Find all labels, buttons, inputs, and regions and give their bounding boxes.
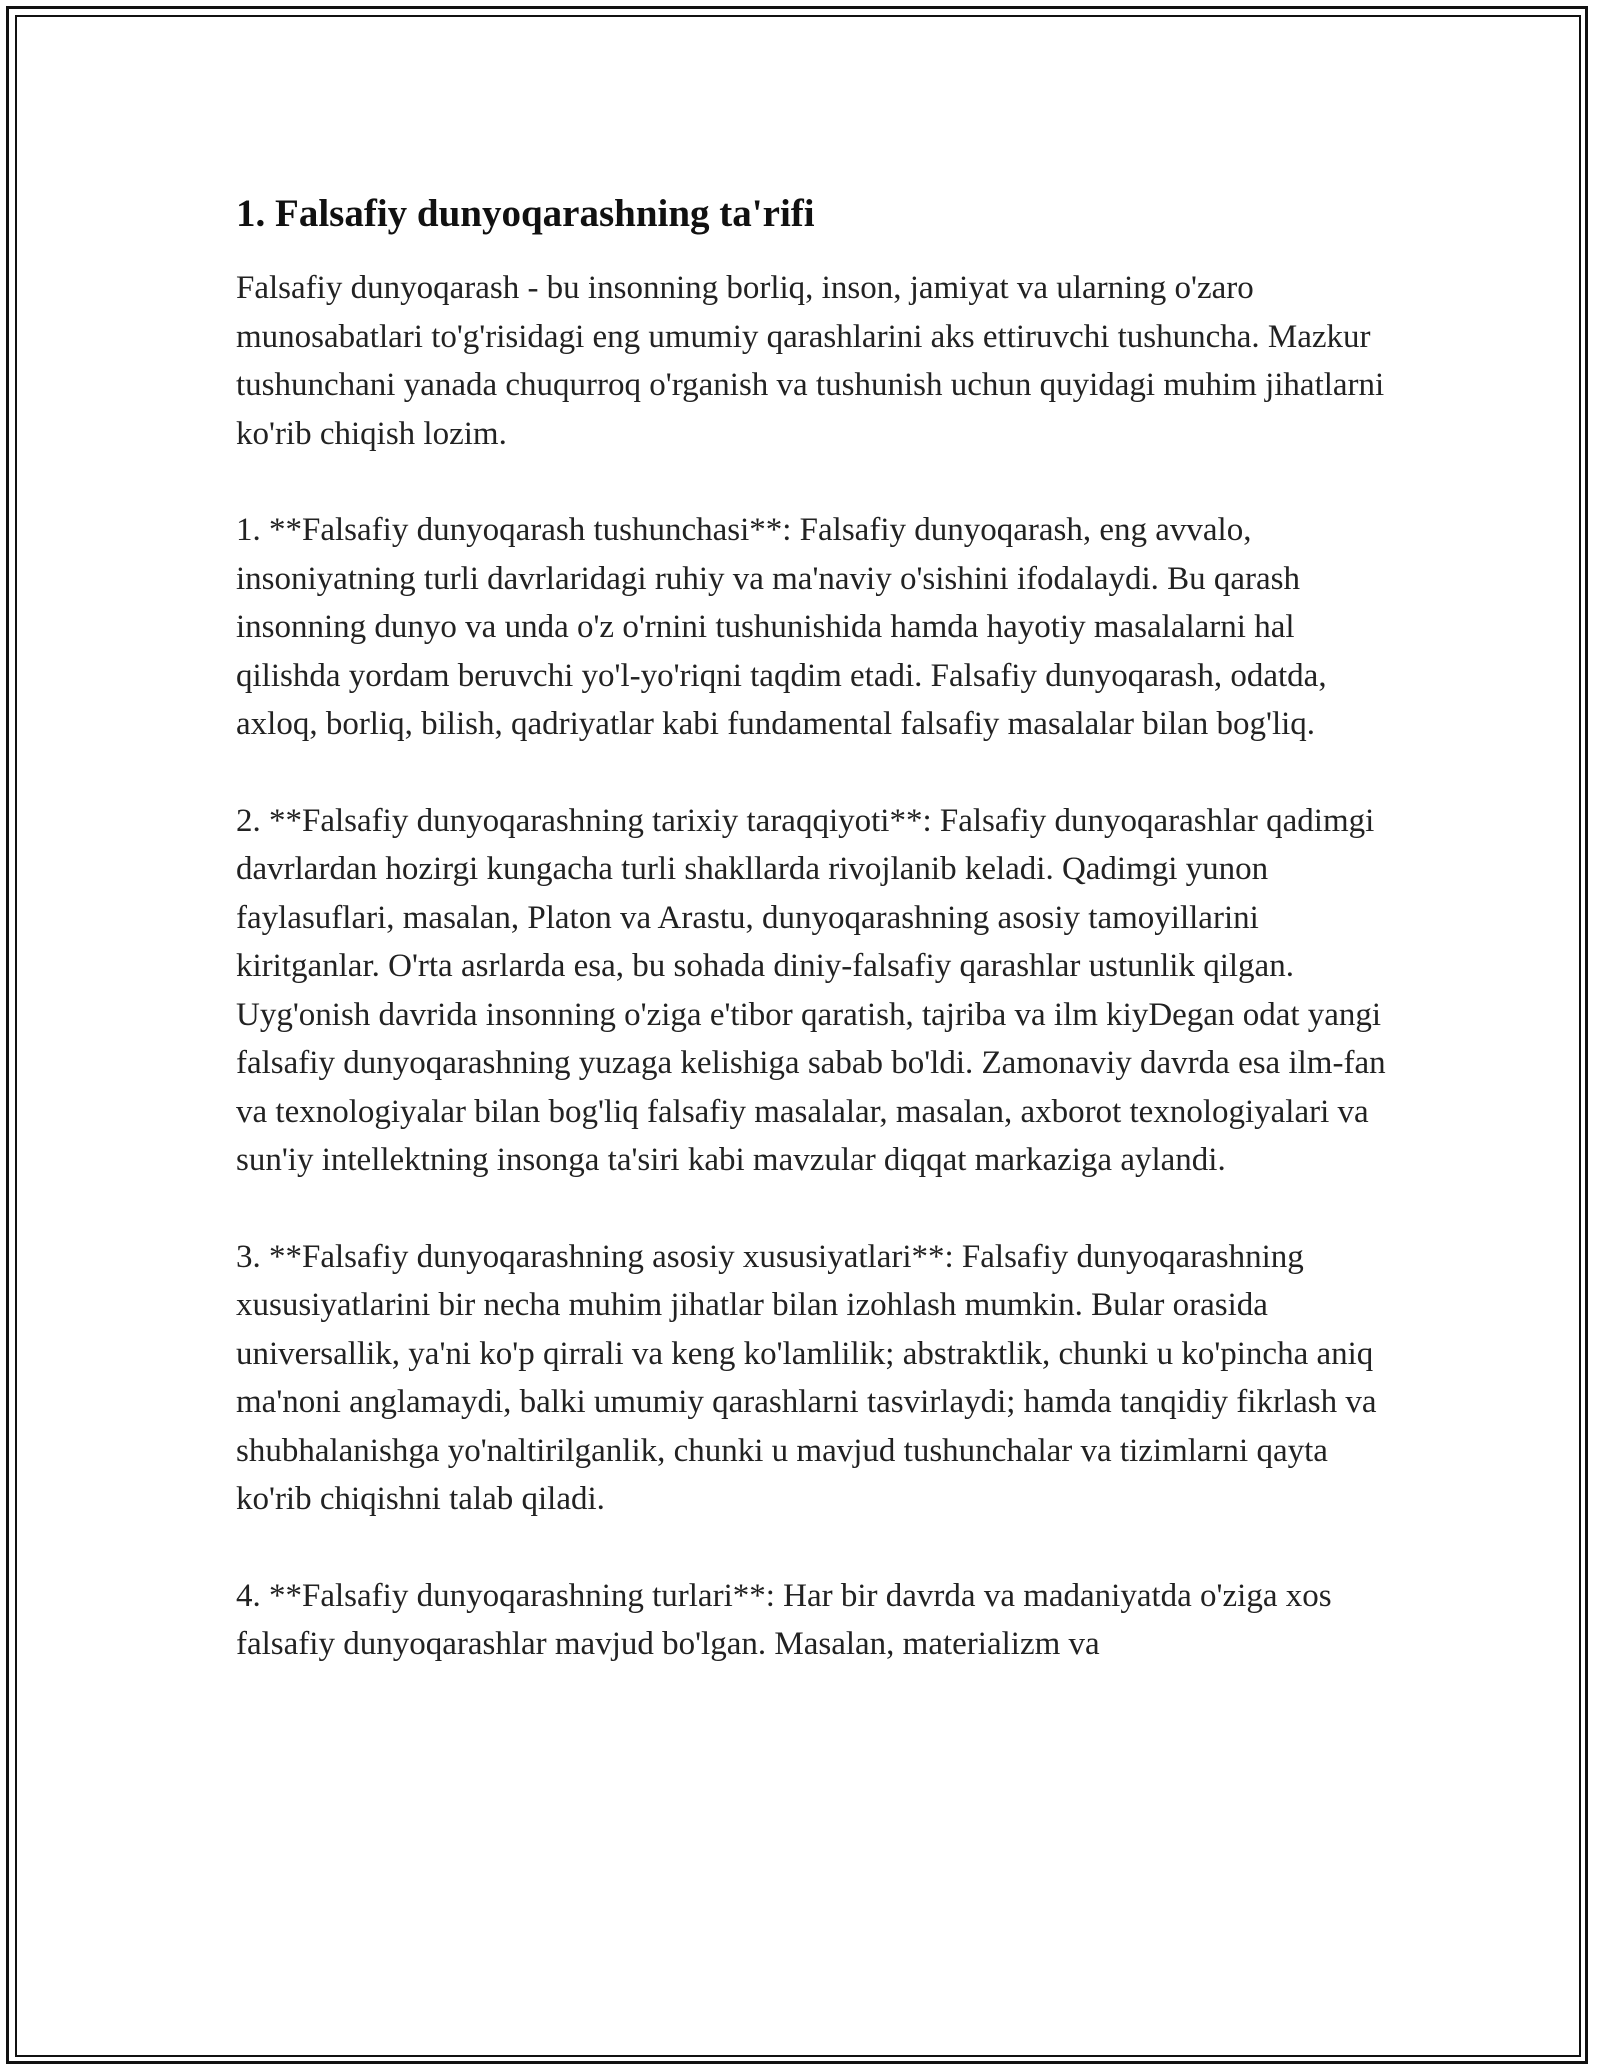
paragraph-4: 4. **Falsafiy dunyoqarashning turlari**: Har bir davrda va madaniyatda o'ziga xos falsafiy dunyoqarashlar mavjud bo'lgan. Masalan, materializm va <box>236 1577 1332 1662</box>
paragraph-3: 3. **Falsafiy dunyoqarashning asosiy xususiyatlari**: Falsafiy dunyoqarashning xususiyatlarini bir necha muhim jihatlar bilan izohlash mumkin. Bular orasida universallik, ya'ni ko'p qirrali va keng ko'lamlilik; abstraktlik, chunki u ko'pincha aniq ma'noni anglamaydi, balki umumiy qarashlarni tasvirlaydi; hamda tanqidiy fikrlash va shubhalanishga yo'naltirilganlik, chunki u mavjud tushunchalar va tizimlarni qayta ko'rib chiqishni talab qiladi. <box>236 1238 1377 1517</box>
document-body <box>236 186 1386 1717</box>
paragraph-1: 1. **Falsafiy dunyoqarash tushunchasi**: Falsafiy dunyoqarash, eng avvalo, insoniyatning turli davrlaridagi ruhiy va ma'naviy o'sishini ifodalaydi. Bu qarash insonning dunyo va unda o'z o'rnini tushunishida hamda hayotiy masalalarni hal qilishda yordam beruvchi yo'l-yo'riqni taqdim etadi. Falsafiy dunyoqarash, odatda, axloq, borliq, bilish, qadriyatlar kabi fundamental falsafiy masalalar bilan bog'liq. <box>236 512 1327 742</box>
paragraph-2: 2. **Falsafiy dunyoqarashning tarixiy taraqqiyoti**: Falsafiy dunyoqarashlar qadimgi davrlardan hozirgi kungacha turli shakllarda rivojlanib keladi. Qadimgi yunon faylasuflari, masalan, Platon va Arastu, dunyoqarashning asosiy tamoyillarini kiritganlar. O'rta asrlarda esa, bu sohada diniy-falsafiy qarashlar ustunlik qilgan. Uyg'onish davrida insonning o'ziga e'tibor qaratish, tajriba va ilm kiyDegan odat yangi falsafiy dunyoqarashning yuzaga kelishiga sabab bo'ldi. Zamonaviy davrda esa ilm-fan va texnologiyalar bilan bog'liq falsafiy masalalar, masalan, axborot texnologiyalari va sun'iy intellektning insonga ta'siri kabi mavzular diqqat markaziga aylandi. <box>236 802 1386 1178</box>
intro-paragraph: Falsafiy dunyoqarash - bu insonning borliq, inson, jamiyat va ularning o'zaro munosabatlari to'g'risidagi eng umumiy qarashlarini aks ettiruvchi tushuncha. Mazkur tushunchani yanada chuqurroq o'rganish va tushunish uchun quyidagi muhim jihatlarni ko'rib chiqish lozim. <box>236 270 1385 452</box>
document-title: 1. Falsafiy dunyoqarashning ta'rifi <box>236 192 815 235</box>
